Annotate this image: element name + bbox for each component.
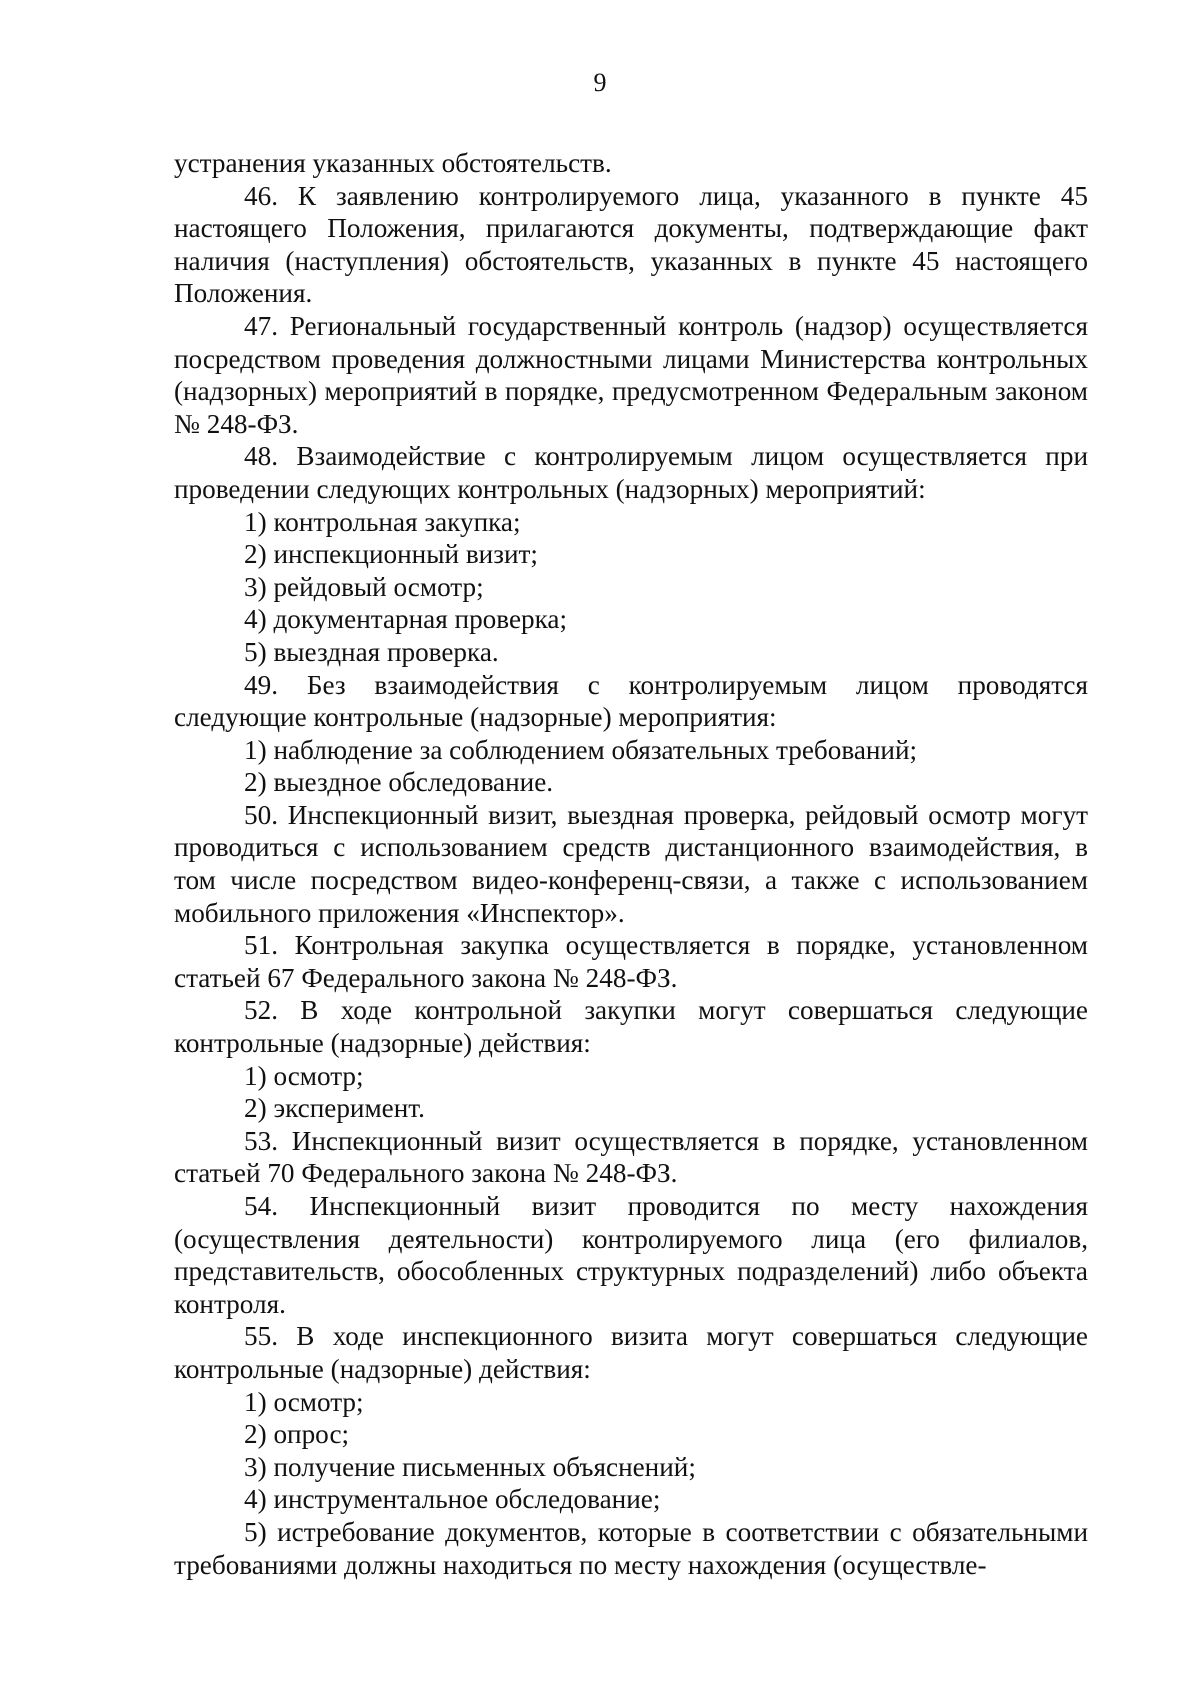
paragraph: 49. Без взаимодействия с контролируемым лицом проводятся следующие контрольные (надзорные) мероприятия: [174, 669, 1088, 733]
list-item: 1) наблюдение за соблюдением обязательных требований; [244, 734, 918, 765]
list-item: 3) получение письменных объяснений; [244, 1451, 696, 1482]
list-item: 1) осмотр; [244, 1386, 364, 1417]
list-item: 2) инспекционный визит; [244, 539, 538, 570]
list-item: 3) рейдовый осмотр; [244, 571, 484, 602]
paragraph: 55. В ходе инспекционного визита могут совершаться следующие контрольные (надзорные) действия: [174, 1321, 1088, 1384]
document-body [174, 147, 1088, 1581]
paragraph: 51. Контрольная закупка осуществляется в порядке, установленном статьей 67 Федерального закона № 248-ФЗ. [174, 930, 1088, 993]
list-item: 5) выездная проверка. [244, 636, 499, 667]
paragraph: устранения указанных обстоятельств. [174, 148, 612, 178]
list-item: 4) документарная проверка; [244, 604, 568, 635]
list-item: 2) опрос; [244, 1419, 350, 1450]
paragraph: 47. Региональный государственный контроль (надзор) осуществляется посредством проведения должностными лицами Министерства контрольных (надзорных) мероприятий в порядке, предусмотренном Федеральным законом № 248-ФЗ. [174, 310, 1088, 439]
page-number: 9 [593, 68, 607, 97]
list-item: 2) выездное обследование. [244, 767, 554, 798]
list-item: 4) инструментальное обследование; [244, 1484, 661, 1515]
paragraph: 53. Инспекционный визит осуществляется в порядке, установленном статьей 70 Федерального закона № 248-ФЗ. [174, 1125, 1088, 1189]
paragraph: 46. К заявлению контролируемого лица, указанного в пункте 45 настоящего Положения, прилагаются документы, подтверждающие факт наличия (наступления) обстоятельств, указанных в пункте 45 настоящего Положения. [174, 180, 1088, 309]
list-item: 2) эксперимент. [244, 1093, 425, 1124]
paragraph: 52. В ходе контрольной закупки могут совершаться следующие контрольные (надзорные) действия: [174, 995, 1088, 1059]
paragraph: 48. Взаимодействие с контролируемым лицом осуществляется при проведении следующих контрольных (надзорных) мероприятий: [174, 441, 1088, 504]
paragraph: 54. Инспекционный визит проводится по месту нахождения (осуществления деятельности) контролируемого лица (его филиалов, представительств, обособленных структурных подразделений) либо объекта контроля. [174, 1191, 1088, 1319]
list-item: 1) осмотр; [244, 1060, 364, 1091]
list-item: 1) контрольная закупка; [244, 506, 521, 537]
paragraph: 5) истребование документов, которые в соответствии с обязательными требованиями должны находиться по месту нахождения (осуществле- [174, 1516, 1088, 1580]
paragraph: 50. Инспекционный визит, выездная проверка, рейдовый осмотр могут проводиться с использованием средств дистанционного взаимодействия, в том числе посредством видео-конференц-связи, а также с использованием мобильного приложения «Инспектор». [174, 799, 1088, 928]
